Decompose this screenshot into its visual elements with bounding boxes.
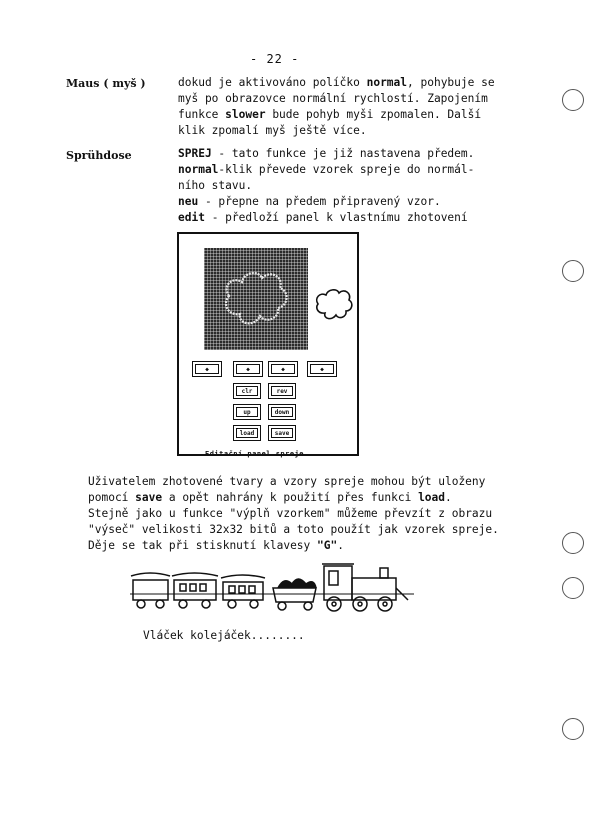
text-line: myš po obrazovce normální rychlostí. Zapojením [178,92,488,105]
bold-keyword: normal [178,163,219,176]
bold-keyword: normal [366,76,408,89]
bold-keyword: edit [178,211,205,224]
text-line: Děje se tak při stisknutí klavesy "G". [88,539,344,552]
punch-hole [562,577,584,599]
text-line: pomocí save a opět nahrány k použití přes funkci load. [88,491,452,504]
pattern-slot-4-button[interactable]: ◆ [307,361,337,377]
text-line: funkce slower bude pohyb myši zpomalen. Další [178,108,482,121]
bold-keyword: neu [178,195,199,208]
spray-edit-panel [177,232,359,456]
text-line: normal-klik převede vzorek spreje do normál- [178,163,475,176]
cloud-outline-icon [204,248,308,350]
up-button[interactable]: up [233,404,261,420]
bold-keyword: "G" [317,539,338,552]
section-spruhdose-text [178,146,474,226]
term-maus: Maus ( myš ) [66,77,146,90]
punch-hole [562,260,584,282]
save-button[interactable]: save [268,425,296,441]
bold-keyword: save [135,491,163,504]
pattern-slot-2-button[interactable]: ◆ [233,361,263,377]
text-line: edit - předloží panel k vlastnímu zhotovení [178,211,468,224]
text-line: SPREJ - tato funkce je již nastavena předem. [178,147,475,160]
pattern-slot-3-button[interactable]: ◆ [268,361,298,377]
text-line: "výseč" velikosti 32x32 bitů a toto použít jak vzorek spreje. [88,523,499,536]
train-caption: Vláček kolejáček........ [143,629,305,642]
panel-caption: Editační panel spreje [205,450,305,458]
pattern-grid[interactable] [204,248,308,350]
punch-hole [562,718,584,740]
punch-hole [562,89,584,111]
punch-hole [562,532,584,554]
text-line: Uživatelem zhotovené tvary a vzory spreje mohou být uloženy [88,475,486,488]
bold-keyword: SPREJ [178,147,212,160]
load-button[interactable]: load [233,425,261,441]
bold-keyword: load [418,491,446,504]
section-maus-text [178,75,495,139]
text-line: klik zpomalí myš ještě více. [178,124,367,137]
paragraph [88,474,499,554]
pattern-slot-1-button[interactable]: ◆ [192,361,222,377]
clr-button[interactable]: clr [233,383,261,399]
page-number: - 22 - [250,52,300,66]
train-illustration [128,556,418,618]
text-line: neu - přepne na předem připravený vzor. [178,195,441,208]
text-line: dokud je aktivováno políčko normal, pohybuje se [178,76,495,89]
text-line: Stejně jako u funkce "výplň vzorkem" můžeme převzít z obrazu [88,507,493,520]
cloud-preview-icon [310,284,354,324]
bold-keyword: slower [225,108,266,121]
text-line: ního stavu. [178,179,253,192]
term-spruhdose: Sprühdose [66,149,132,162]
down-button[interactable]: down [268,404,296,420]
rev-button[interactable]: rev [268,383,296,399]
